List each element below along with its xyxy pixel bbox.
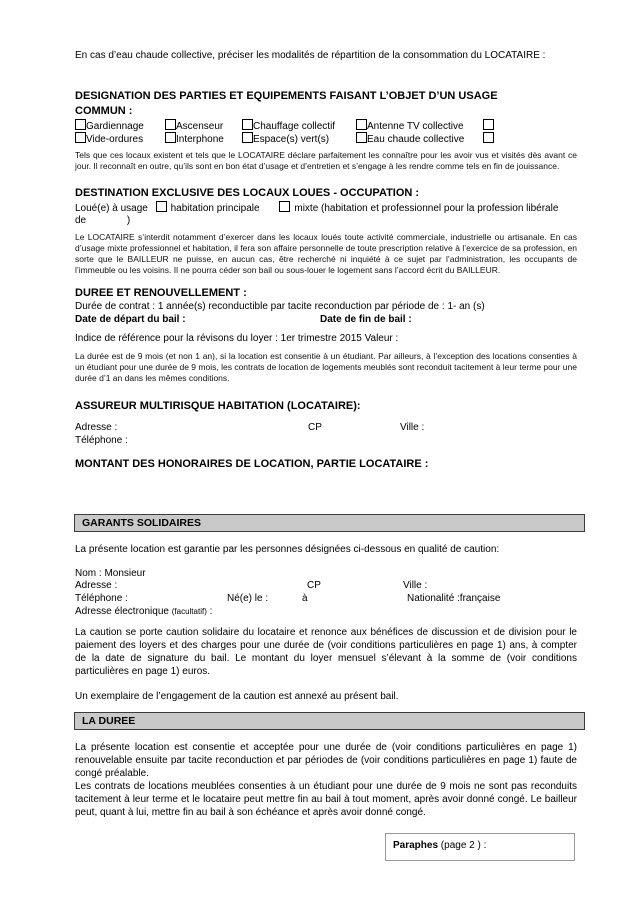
garants-bar-title: GARANTS SOLIDAIRES [82,517,202,529]
usage-option-1: habitation principale [170,203,260,214]
laduree-bar-title: LA DUREE [82,715,136,727]
duree-heading: DUREE ET RENOUVELLEMENT : [75,287,247,299]
laduree-paragraphs [75,741,577,819]
assureur-telephone-label: Téléphone : [75,435,128,446]
checkbox-eau-chaude[interactable] [356,132,367,143]
equipment-row-1 [75,119,577,132]
assureur-cp-label: CP [308,422,322,433]
equipment-label: Espace(s) vert(s) [253,134,330,145]
garant-email-colon: : [209,606,213,617]
garants-intro: La présente location est garantie par les personnes désignées ci-dessous en qualité de caution: [75,544,500,555]
paraphes-box [385,833,575,861]
equipment-row-2 [75,132,577,145]
designation-note: Tels que ces locaux existent et tels que le LOCATAIRE déclare parfaitement les connaître pour les avoir vus et visités dès avant ce jour. Il reconnaît en outre, qu’ils sont en bon état d’usage et d’entretien et s’engage à les rendre comme tels en fin de jouissance. [75,150,577,171]
garant-ville-label: Ville : [403,580,428,591]
designation-heading-line2: COMMUN : [75,105,133,117]
checkbox-espaces-verts[interactable] [242,132,253,143]
usage-de-label: de [75,215,87,226]
checkbox-extra-1[interactable] [483,119,494,130]
checkbox-chauffage-collectif[interactable] [242,119,253,130]
garant-a-label: à [302,593,308,604]
assureur-ville-label: Ville : [400,422,425,433]
equipment-label: Ascenseur [176,121,224,132]
honoraires-heading: MONTANT DES HONORAIRES DE LOCATION, PARTIE LOCATAIRE : [75,458,429,470]
checkbox-antenne-tv[interactable] [356,119,367,130]
usage-option-2: mixte (habitation et professionnel pour la profession libérale [294,203,559,214]
assureur-telephone-line [75,434,577,447]
checkbox-mixte[interactable] [279,201,290,212]
laduree-paragraph-1: La présente location est consentie et acceptée pour une durée de (voir conditions particulières en page 1) renouvelable ensuite par tacite reconduction et par périodes de (voir conditions particulières en page 1) faute de congé préalable. [75,742,577,779]
checkbox-ascenseur[interactable] [165,119,176,130]
duree-dates-line [75,313,577,326]
garant-cp-label: CP [307,580,321,591]
caution-paragraph: La caution se porte caution solidaire du locataire et renonce aux bénéfices de discussion et de division pour le paiement des loyers et des charges pour une durée de (voir conditions particulières en page 1) ans, à compter de la date de signature du bail. Le montant du loyer mensuel s’élevant à la somme de (voir conditions particulières en page 1) euros. [75,627,577,677]
usage-prefix: Loué(e) à usage [75,203,148,214]
usage-paren: ) [126,215,131,226]
checkbox-vide-ordures[interactable] [75,132,86,143]
date-fin-label: Date de fin de bail : [320,314,412,325]
equipment-label: Antenne TV collective [367,121,464,132]
garants-section-bar [74,514,585,532]
garant-email-note: (facultatif) [171,607,207,616]
garant-telephone-line [75,592,577,605]
equipment-label: Interphone [176,134,224,145]
laduree-section-bar [74,712,585,730]
designation-heading [75,89,577,119]
duree-contract-line: Durée de contrat : 1 année(s) reconductible par tacite reconduction par période de : 1- an (s) [75,301,485,312]
garant-email-line [75,605,577,618]
laduree-paragraph-2: Les contrats de locations meublées consenties à un étudiant pour une durée de 9 mois ne sont pas reconduits tacitement à leur terme et le locataire peut mettre fin au bail à tout moment, après avoir donné congé. Le bailleur peut, quant à lui, mettre fin au bail à son échéance et après avoir donné congé. [75,781,577,818]
assureur-heading: ASSUREUR MULTIRISQUE HABITATION (LOCATAIRE): [75,400,361,412]
designation-heading-line1: DESIGNATION DES PARTIES ET EQUIPEMENTS FAISANT L’OBJET D’UN USAGE [75,90,498,102]
equipment-label: Eau chaude collective [367,134,465,145]
exemplaire-line: Un exemplaire de l’engagement de la caution est annexé au présent bail. [75,691,399,702]
garant-ne-label: Né(e) le : [227,593,269,604]
checkbox-interphone[interactable] [165,132,176,143]
checkbox-gardiennage[interactable] [75,119,86,130]
garant-adresse-label: Adresse : [75,580,118,591]
equipment-label: Gardiennage [86,121,144,132]
equipment-label: Chauffage collectif [253,121,336,132]
garant-telephone-label: Téléphone : [75,593,128,604]
indice-line: Indice de référence pour la révisons du loyer : 1er trimestre 2015 Valeur : [75,333,399,344]
garant-email-label: Adresse électronique [75,606,169,617]
destination-note: Le LOCATAIRE s’interdit notamment d’exercer dans les locaux loués toute activité commerciale, industrielle ou artisanale. En cas d’usage mixte professionnel et habitation, il fera son affaire personnelle de toute prescription relative à l’exercice de sa profession, en sorte que le BAILLEUR ne puisse, en aucun cas, être recherché ni inquiété à ce sujet par l’administration, les occupants de l’immeuble ou les voisins. Il ne pourra céder son bail ou sous-louer le logement sans l’accord écrit du BAILLEUR. [75,232,577,275]
date-depart-label: Date de départ du bail : [75,314,186,325]
destination-usage-line2 [75,214,577,227]
garant-adresse-line [75,579,577,592]
destination-heading: DESTINATION EXCLUSIVE DES LOCAUX LOUES - OCCUPATION : [75,187,420,199]
equipment-label: Vide-ordures [86,134,144,145]
destination-usage-line [75,201,577,215]
checkbox-habitation-principale[interactable] [156,201,167,212]
checkbox-extra-2[interactable] [483,132,494,143]
duree-note: La durée est de 9 mois (et non 1 an), si la location est consentie à un étudiant. Par ailleurs, à l’exception des locations consenties à un étudiant pour une durée de 9 mois, les contrats de location de logements meublés sont reconduit tacitement à leur terme pour une durée d’1 an dans les mêmes conditions. [75,351,577,383]
paraphes-label: Paraphes [393,840,439,851]
garant-nationalite-label: Nationalité :française [407,593,501,604]
intro-paragraph: En cas d’eau chaude collective, préciser les modalités de répartition de la consommation du LOCATAIRE : [75,50,546,61]
assureur-adresse-label: Adresse : [75,422,118,433]
assureur-adresse-line [75,421,577,434]
paraphes-suffix: (page 2 ) : [438,840,487,851]
garant-nom-label: Nom : Monsieur [75,568,146,579]
